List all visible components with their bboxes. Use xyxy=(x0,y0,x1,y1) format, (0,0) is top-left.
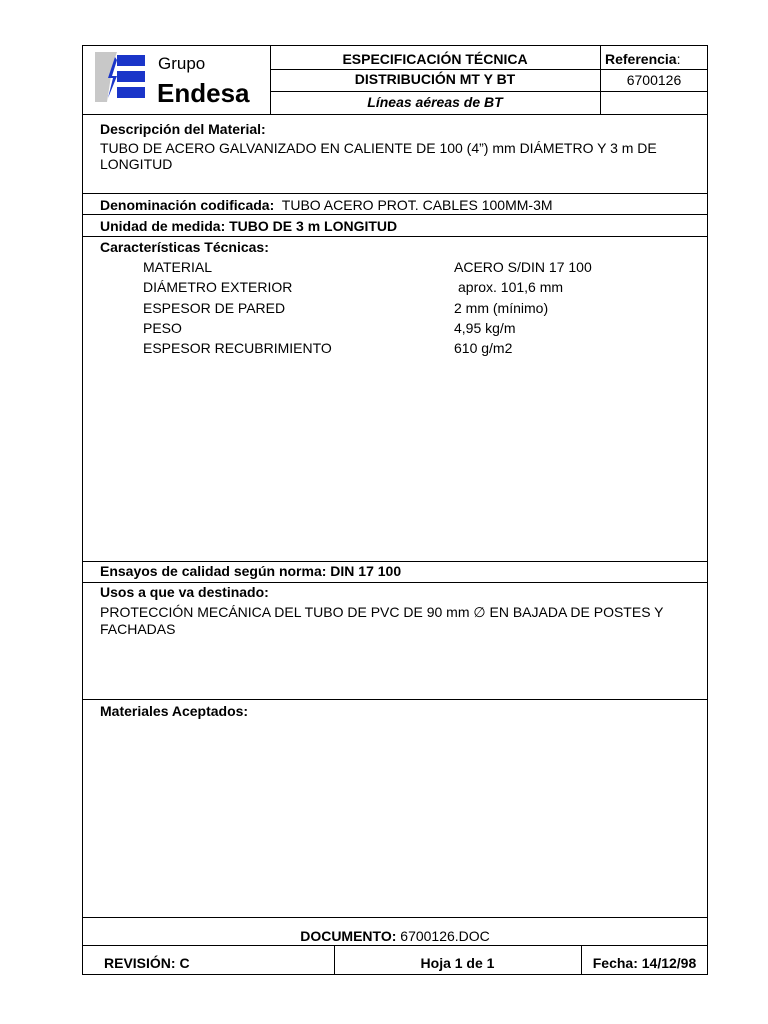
char-name: ESPESOR RECUBRIMIENTO xyxy=(143,340,332,356)
char-name: DIÁMETRO EXTERIOR xyxy=(143,279,293,295)
reference-label-wrap xyxy=(605,51,680,67)
tests-label: Ensayos de calidad según norma: xyxy=(100,563,327,579)
document-value: 6700126.DOC xyxy=(400,928,490,944)
description-line-1: TUBO DE ACERO GALVANIZADO EN CALIENTE DE 100 (4”) mm DIÁMETRO Y 3 m DE xyxy=(100,140,657,156)
char-value: aprox. 101,6 mm xyxy=(458,279,564,295)
unit-label: Unidad de medida: xyxy=(100,218,226,234)
section-line xyxy=(82,582,708,583)
document-frame xyxy=(82,45,708,975)
char-value: 2 mm (mínimo) xyxy=(454,300,549,316)
characteristics-label: Características Técnicas: xyxy=(100,239,269,255)
section-line xyxy=(82,561,708,562)
endesa-logo-icon xyxy=(95,52,150,102)
section-line xyxy=(82,193,708,194)
reference-label: Referencia xyxy=(605,51,677,67)
revision: REVISIÓN: C xyxy=(104,955,190,971)
char-name: ESPESOR DE PARED xyxy=(143,300,286,316)
tests-value: DIN 17 100 xyxy=(330,563,402,579)
document-label: DOCUMENTO: xyxy=(300,928,397,944)
char-value: 610 g/m2 xyxy=(454,340,513,356)
section-line xyxy=(82,699,708,700)
header-row-line xyxy=(270,91,708,92)
header-title-lines: Líneas aéreas de BT xyxy=(367,94,503,110)
reference-colon: : xyxy=(676,51,681,67)
uses-line-2: FACHADAS xyxy=(100,621,176,637)
section-line xyxy=(82,214,708,215)
char-name: MATERIAL xyxy=(143,259,212,275)
coded-label: Denominación codificada: xyxy=(100,197,275,213)
document-reference xyxy=(82,928,708,944)
sheet-number: Hoja 1 de 1 xyxy=(420,955,495,971)
header-row-line xyxy=(270,69,708,70)
description-line-2: LONGITUD xyxy=(100,156,173,172)
reference-value: 6700126 xyxy=(626,72,682,88)
description-label: Descripción del Material: xyxy=(100,121,266,137)
header-title-spec: ESPECIFICACIÓN TÉCNICA xyxy=(342,51,528,67)
section-line xyxy=(82,114,708,115)
char-name: PESO xyxy=(143,320,182,336)
uses-label: Usos a que va destinado: xyxy=(100,584,269,600)
date: Fecha: 14/12/98 xyxy=(592,955,697,971)
section-line xyxy=(82,917,708,918)
coded-value: TUBO ACERO PROT. CABLES 100MM-3M xyxy=(281,197,553,213)
quality-tests xyxy=(100,563,401,579)
logo-group-text: Grupo xyxy=(158,54,206,73)
char-value: 4,95 kg/m xyxy=(454,320,516,336)
coded-denomination xyxy=(100,197,553,213)
char-value: ACERO S/DIN 17 100 xyxy=(454,259,592,275)
section-line xyxy=(82,236,708,237)
logo-name-text: Endesa xyxy=(157,78,250,108)
accepted-materials-label: Materiales Aceptados: xyxy=(100,703,249,719)
section-line xyxy=(82,945,708,946)
header-title-distribution: DISTRIBUCIÓN MT Y BT xyxy=(354,71,516,87)
uses-line-1: PROTECCIÓN MECÁNICA DEL TUBO DE PVC DE 90 mm ∅ EN BAJADA DE POSTES Y xyxy=(100,604,664,620)
unit-of-measure xyxy=(100,218,397,234)
unit-value: TUBO DE 3 m LONGITUD xyxy=(229,218,398,234)
